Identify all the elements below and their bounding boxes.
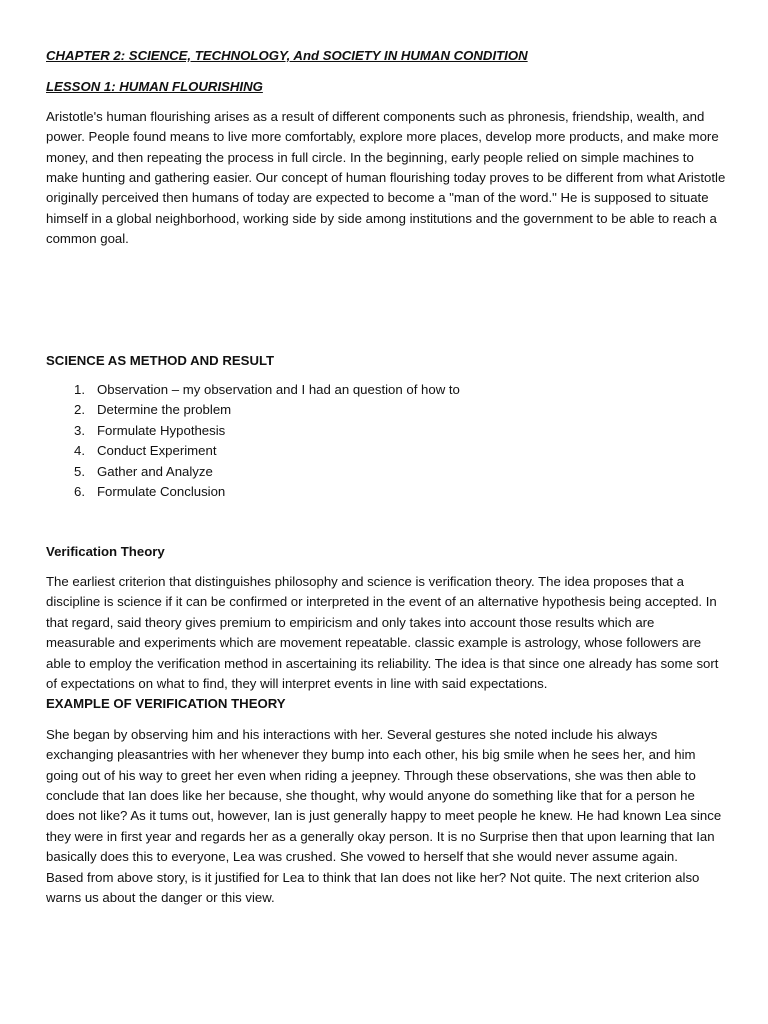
- verification-example-paragraph: She began by observing him and his interactions with her. Several gestures she noted include his always exchanging pleasantries with her whenever they bump into each other, his big smile when he sees her, and him going out of his way to greet her even when riding a jeepney. Through these observations, she was then able to conclude that Ian does like her because, she thought, why would anyone do something like that for a person he does not like? As it tums out, however, Ian is just generally happy to meet people he knew. He had known Lea since they were in first year and regards her as a generally okay person. It is no Surprise then that upon learning that Ian basically does this to everyone, Lea was crushed. She vowed to herself that she would never assume again.: [46, 726, 722, 865]
- chapter-title: CHAPTER 2: SCIENCE, TECHNOLOGY, And SOCIETY IN HUMAN CONDITION: [46, 48, 528, 63]
- verification-theory-heading: Verification Theory: [46, 543, 165, 559]
- list-item-text: Observation – my observation and I had an question of how to: [97, 382, 460, 398]
- verification-example-heading: EXAMPLE OF VERIFICATION THEORY: [46, 696, 286, 712]
- list-item-text: Determine the problem: [97, 402, 232, 418]
- list-item-number: 6.: [74, 484, 85, 500]
- list-item-text: Gather and Analyze: [97, 463, 213, 479]
- closing-paragraph: Based from above story, is it justified for Lea to think that Ian does not like her? Not quite. The next criterion also warns us about the danger or this view.: [46, 869, 700, 905]
- list-item: [74, 380, 726, 400]
- list-item: [74, 421, 726, 441]
- scientific-method-list: [46, 380, 726, 502]
- list-item-number: 2.: [74, 402, 85, 418]
- intro-paragraph: Aristotle's human flourishing arises as a result of different components such as phronesis, friendship, wealth, and power. People found means to live more comfortably, explore more places, develop more products, and make more money, and then repeating the process in full circle. In the beginning, early people relied on simple machines to make hunting and gathering easier. Our concept of human flourishing today proves to be different from what Aristotle originally perceived then humans of today are expected to become a "man of the word." He is supposed to situate himself in a global neighborhood, working side by side among institutions and the government to be able to reach a common goal.: [46, 108, 726, 247]
- list-item: [74, 482, 726, 502]
- lesson-title: LESSON 1: HUMAN FLOURISHING: [46, 79, 263, 95]
- science-method-heading: SCIENCE AS METHOD AND RESULT: [46, 352, 275, 368]
- document-page: [46, 46, 726, 908]
- list-item-text: Formulate Conclusion: [97, 484, 226, 500]
- list-item-number: 1.: [74, 382, 85, 398]
- list-item-number: 5.: [74, 463, 85, 479]
- list-item: [74, 400, 726, 420]
- list-item-number: 3.: [74, 422, 85, 438]
- list-item-number: 4.: [74, 443, 85, 459]
- list-item: [74, 441, 726, 461]
- list-item-text: Formulate Hypothesis: [97, 422, 226, 438]
- verification-theory-paragraph: The earliest criterion that distinguishes philosophy and science is verification theory. The idea proposes that a discipline is science if it can be confirmed or interpreted in the event of an alternative hypothesis being accepted. In that regard, said theory gives premium to empiricism and only takes into account those results which are measurable and experiments which are movement repeatable. classic example is astrology, whose followers are able to employ the verification method in ascertaining its reliability. The idea is that since one already has some sort of expectations on what to find, they will interpret events in line with said expectations.: [46, 573, 719, 691]
- list-item: [74, 462, 726, 482]
- list-item-text: Conduct Experiment: [97, 443, 217, 459]
